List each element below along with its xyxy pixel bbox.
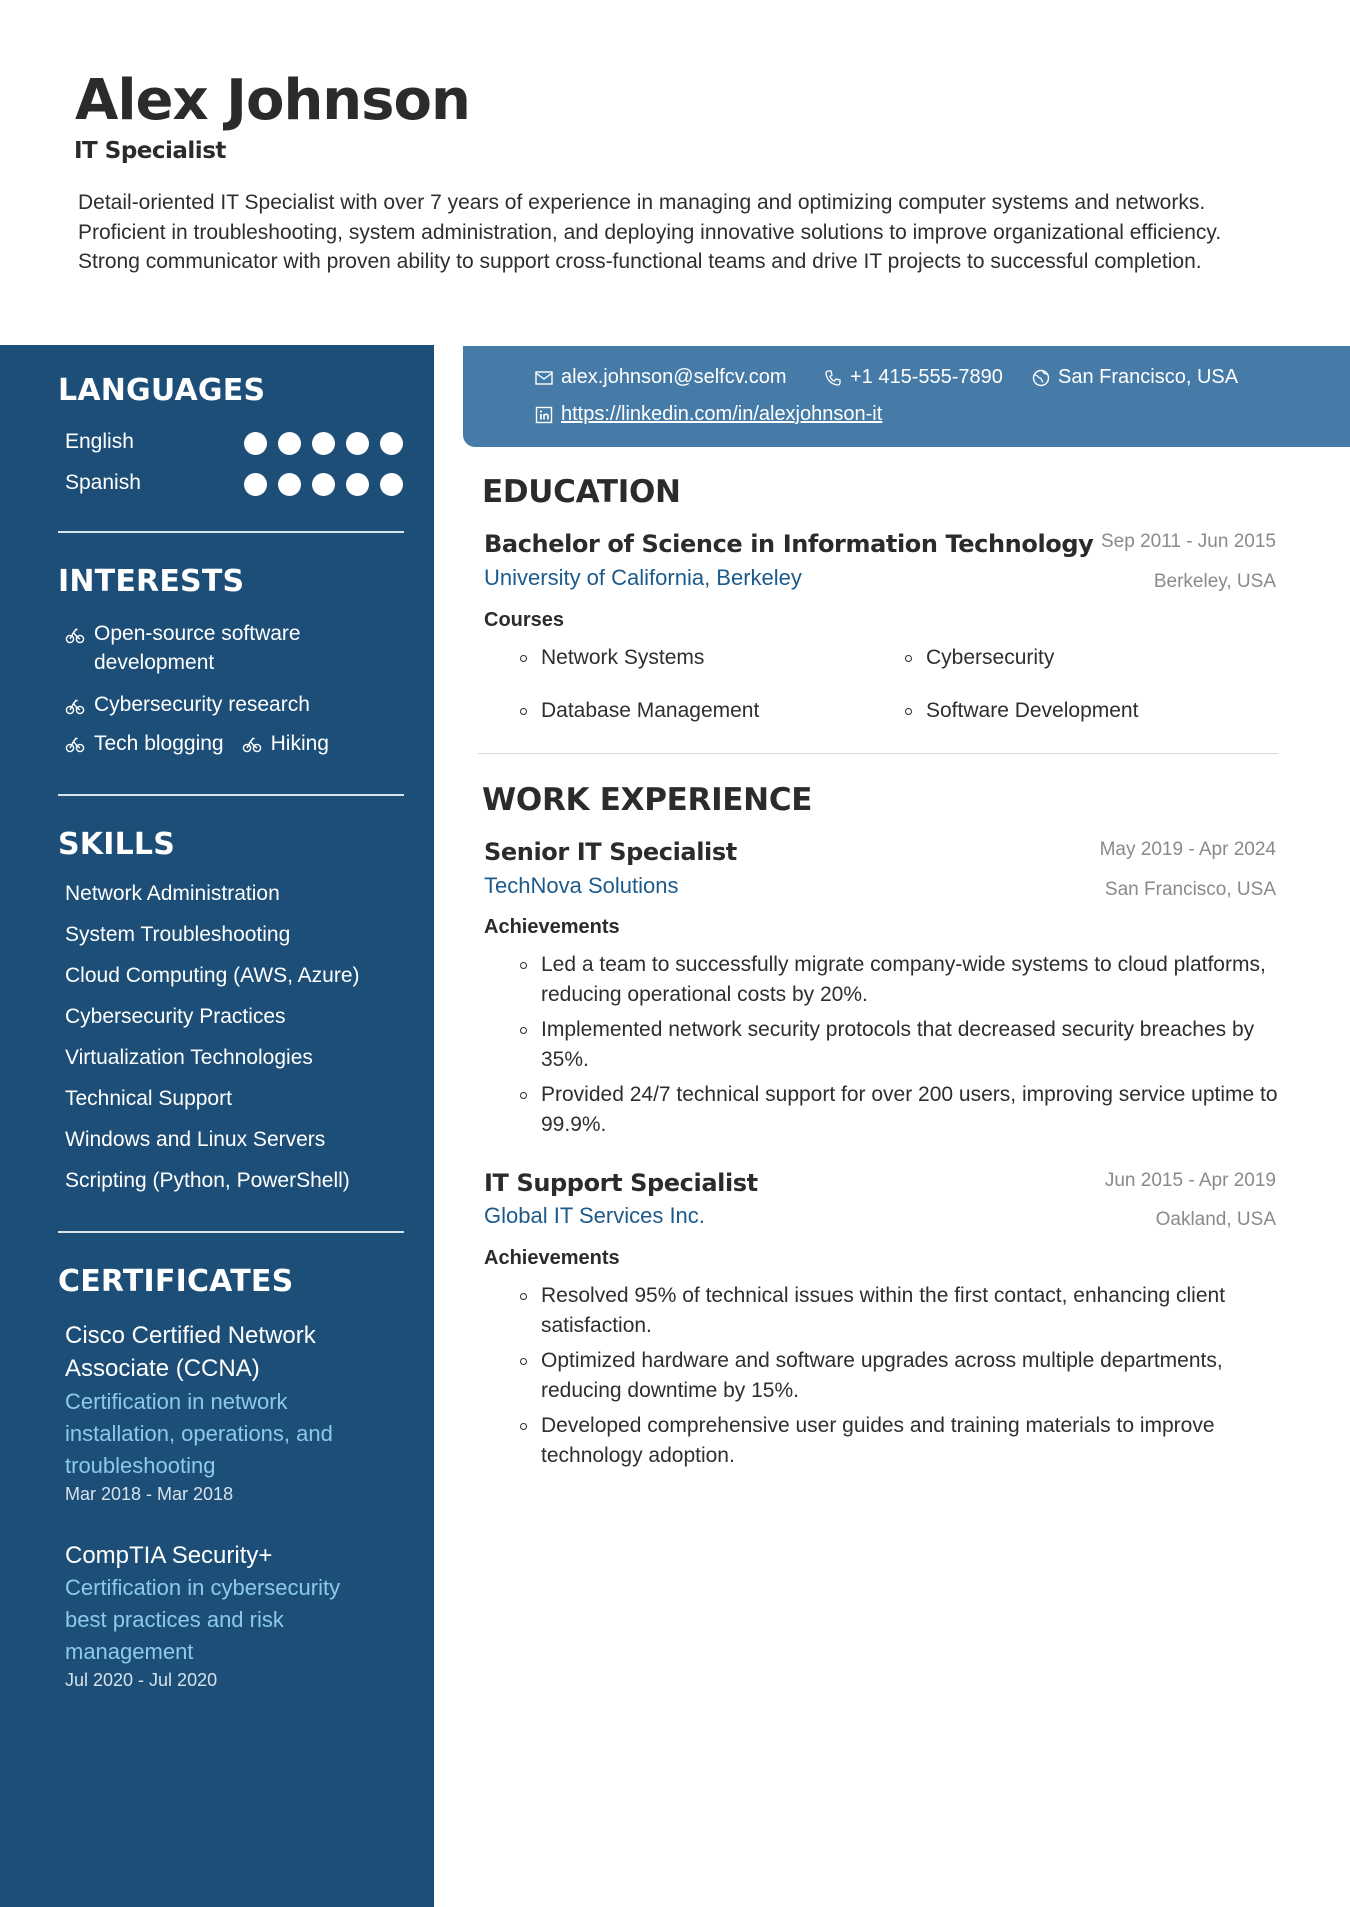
level-dot bbox=[380, 473, 403, 496]
degree-title: Bachelor of Science in Information Technology bbox=[484, 530, 1094, 558]
certificate-title: Cisco Certified Network Associate (CCNA) bbox=[65, 1322, 316, 1382]
skill-item: Virtualization Technologies bbox=[65, 1046, 313, 1069]
contact-location bbox=[1032, 366, 1238, 389]
level-dot bbox=[346, 432, 369, 455]
skill-item: Scripting (Python, PowerShell) bbox=[65, 1169, 350, 1192]
interests-heading: INTERESTS bbox=[58, 564, 245, 599]
interests-section bbox=[58, 564, 404, 764]
course-label: Cybersecurity bbox=[926, 646, 1055, 669]
globe-icon bbox=[1032, 369, 1050, 387]
job-location: San Francisco, USA bbox=[1104, 879, 1276, 900]
section-divider bbox=[478, 753, 1278, 754]
language-level bbox=[244, 473, 403, 496]
interest-label: Open-source software development bbox=[94, 622, 301, 674]
resume-header bbox=[0, 0, 1350, 345]
level-dot bbox=[312, 432, 335, 455]
certificate-description: Certification in network installation, operations, and troubleshooting bbox=[65, 1389, 333, 1478]
contact-linkedin[interactable] bbox=[535, 403, 882, 426]
level-dot bbox=[278, 473, 301, 496]
section-divider bbox=[58, 794, 404, 796]
course-label: Network Systems bbox=[541, 646, 705, 669]
skill-item: Cloud Computing (AWS, Azure) bbox=[65, 964, 360, 987]
level-dot bbox=[346, 473, 369, 496]
bullet-icon bbox=[905, 655, 912, 662]
level-dot bbox=[244, 473, 267, 496]
achievements-label: Achievements bbox=[484, 916, 620, 938]
job-date: May 2019 - Apr 2024 bbox=[1099, 839, 1276, 860]
achievement-text: Implemented network security protocols that decreased security breaches by 35%. bbox=[541, 1018, 1255, 1071]
certificate-date: Mar 2018 - Mar 2018 bbox=[65, 1484, 234, 1504]
experience-heading: WORK EXPERIENCE bbox=[482, 782, 813, 818]
language-row bbox=[65, 471, 405, 501]
achievement-text: Developed comprehensive user guides and training materials to improve technology adoption. bbox=[541, 1414, 1215, 1467]
education-date: Sep 2011 - Jun 2015 bbox=[1100, 531, 1276, 552]
interest-row bbox=[65, 732, 347, 756]
envelope-icon bbox=[535, 370, 553, 386]
achievement-item bbox=[520, 1411, 1280, 1470]
education-heading: EDUCATION bbox=[482, 474, 681, 510]
course-item bbox=[520, 646, 704, 670]
professional-summary: Detail-oriented IT Specialist with over 7 years of experience in managing and optimizing computer systems and networks. Proficient in troubleshooting, system administration, and deploying innovative solutions to improve organizational efficiency. Strong communicator with proven ability to support cross-functional teams and drive IT projects to successful completion. bbox=[78, 191, 1222, 273]
bicycle-icon bbox=[65, 734, 85, 754]
linkedin-icon bbox=[535, 406, 553, 424]
bullet-icon bbox=[520, 962, 527, 969]
bullet-icon bbox=[520, 1358, 527, 1365]
job-date: Jun 2015 - Apr 2019 bbox=[1104, 1170, 1276, 1191]
linkedin-link[interactable]: https://linkedin.com/in/alexjohnson-it bbox=[561, 403, 883, 425]
certificates-section bbox=[58, 1264, 404, 1864]
bullet-icon bbox=[520, 1293, 527, 1300]
phone-text: +1 415-555-7890 bbox=[850, 366, 1003, 388]
interest-item bbox=[65, 619, 365, 677]
course-item bbox=[905, 646, 1054, 670]
language-name: Spanish bbox=[65, 471, 141, 494]
skills-heading: SKILLS bbox=[58, 827, 176, 862]
interest-item bbox=[242, 732, 329, 756]
company-name: TechNova Solutions bbox=[484, 873, 679, 898]
achievement-text: Optimized hardware and software upgrades across multiple departments, reducing downtime by 15%. bbox=[541, 1349, 1223, 1402]
candidate-title: IT Specialist bbox=[74, 138, 226, 164]
contact-phone[interactable] bbox=[824, 366, 1003, 389]
school-name: University of California, Berkeley bbox=[484, 565, 802, 590]
skill-item: System Troubleshooting bbox=[65, 923, 291, 946]
achievement-item bbox=[520, 1015, 1280, 1074]
courses-label: Courses bbox=[484, 609, 565, 631]
candidate-name: Alex Johnson bbox=[75, 68, 470, 133]
bullet-icon bbox=[520, 1092, 527, 1099]
bicycle-icon bbox=[65, 696, 85, 716]
language-row bbox=[65, 430, 405, 460]
course-item bbox=[520, 699, 759, 723]
email-text: alex.johnson@selfcv.com bbox=[561, 366, 787, 388]
skill-item: Technical Support bbox=[65, 1087, 232, 1110]
skill-item: Cybersecurity Practices bbox=[65, 1005, 286, 1028]
sidebar bbox=[0, 345, 434, 1907]
achievement-text: Provided 24/7 technical support for over 200 users, improving service uptime to 99.9%. bbox=[541, 1083, 1278, 1136]
languages-heading: LANGUAGES bbox=[58, 373, 266, 408]
job-title: Senior IT Specialist bbox=[484, 838, 737, 866]
bicycle-icon bbox=[65, 625, 85, 645]
certificates-heading: CERTIFICATES bbox=[58, 1264, 294, 1299]
language-level bbox=[244, 432, 403, 455]
certificate-date: Jul 2020 - Jul 2020 bbox=[65, 1670, 218, 1690]
location-text: San Francisco, USA bbox=[1058, 366, 1239, 388]
interest-label: Hiking bbox=[270, 732, 329, 755]
bullet-icon bbox=[520, 655, 527, 662]
achievements-label: Achievements bbox=[484, 1247, 620, 1269]
achievement-text: Resolved 95% of technical issues within the first contact, enhancing client satisfaction. bbox=[541, 1284, 1226, 1337]
achievement-item bbox=[520, 1346, 1280, 1405]
bullet-icon bbox=[520, 708, 527, 715]
level-dot bbox=[244, 432, 267, 455]
interest-item bbox=[65, 732, 224, 756]
bullet-icon bbox=[520, 1027, 527, 1034]
certificate-title: CompTIA Security+ bbox=[65, 1542, 273, 1569]
achievement-item bbox=[520, 950, 1280, 1009]
achievement-item bbox=[520, 1080, 1280, 1139]
language-name: English bbox=[65, 430, 134, 453]
contact-bar bbox=[463, 346, 1350, 447]
level-dot bbox=[312, 473, 335, 496]
interest-label: Cybersecurity research bbox=[94, 693, 310, 716]
education-location: Berkeley, USA bbox=[1153, 571, 1276, 592]
certificate-description: Certification in cybersecurity best practices and risk management bbox=[65, 1575, 341, 1664]
achievement-item bbox=[520, 1281, 1280, 1340]
skill-item: Network Administration bbox=[65, 882, 280, 905]
languages-section bbox=[58, 373, 404, 493]
section-divider bbox=[58, 1231, 404, 1233]
achievement-text: Led a team to successfully migrate company-wide systems to cloud platforms, reducing operational costs by 20%. bbox=[541, 953, 1266, 1006]
level-dot bbox=[278, 432, 301, 455]
level-dot bbox=[380, 432, 403, 455]
course-label: Software Development bbox=[926, 699, 1139, 722]
interest-item bbox=[65, 690, 310, 719]
contact-email[interactable] bbox=[535, 366, 787, 389]
phone-icon bbox=[824, 369, 842, 387]
course-item bbox=[905, 699, 1138, 723]
section-divider bbox=[58, 531, 404, 533]
bicycle-icon bbox=[242, 734, 262, 754]
job-location: Oakland, USA bbox=[1155, 1209, 1276, 1230]
bullet-icon bbox=[520, 1423, 527, 1430]
bullet-icon bbox=[905, 708, 912, 715]
company-name: Global IT Services Inc. bbox=[484, 1203, 705, 1228]
job-title: IT Support Specialist bbox=[484, 1169, 758, 1197]
interest-label: Tech blogging bbox=[94, 732, 224, 755]
skill-item: Windows and Linux Servers bbox=[65, 1128, 326, 1151]
skills-section bbox=[58, 827, 404, 1192]
course-label: Database Management bbox=[541, 699, 760, 722]
